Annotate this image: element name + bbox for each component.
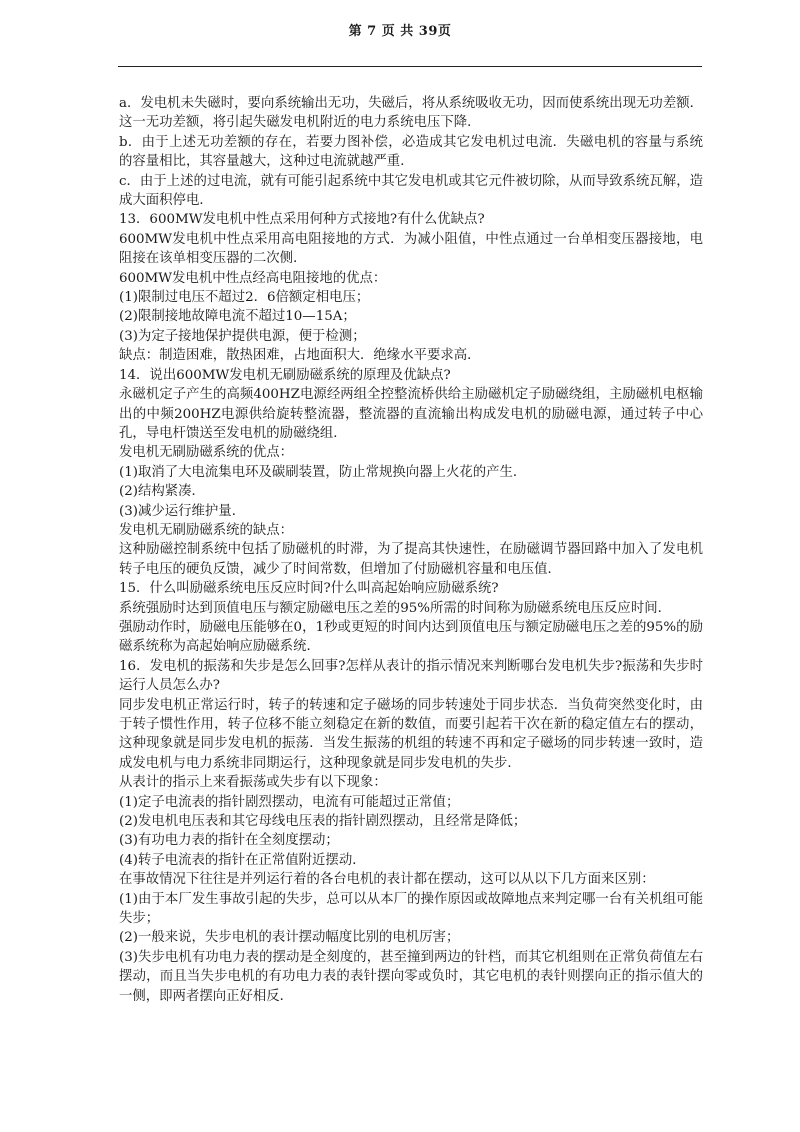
paragraph-response-time: 系统强励时达到顶值电压与额定励磁电压之差的95%所需的时间称为励磁系统电压反应时间．: [119, 600, 671, 616]
list-item: (3)失步电机有功电力表的摆动是全刻度的，甚至撞到两边的针档，而其它机组则在正常负荷值左右摆动，而且当失步电机的有功电力表的表针摆向零或负时，其它电机的表针则摆向正的指示值大的一侧，即两者摆向正好相反．: [119, 949, 703, 1004]
paragraph-brushless-principle: 永磁机定子产生的高频400HZ电源经两组全控整流桥供给主励磁机定子励磁绕组，主励磁机电枢输出的中频200HZ电源供给旋转整流器，整流器的直流输出构成发电机的励磁电源，通过转子中心孔，导电杆馈送至发电机的励磁绕组．: [119, 387, 703, 441]
paragraph-high-initial-response: 强励动作时，励磁电压能够在0，1秒或更短的时间内达到顶值电压与额定励磁电压之差的95%的励磁系统称为高起始响应励磁系统．: [119, 619, 703, 655]
list-item: (1)取消了大电流集电环及碳刷装置，防止常规换向器上火花的产生．: [119, 464, 527, 480]
question-13-heading: 13．600MW发电机中性点采用何种方式接地?有什么优缺点?: [119, 212, 485, 228]
document-body: [119, 94, 703, 1006]
list-item: (2)限制接地故障电流不超过10—15A；: [119, 309, 356, 325]
header-divider: [118, 66, 702, 67]
list-item: (1)定子电流表的指针剧烈摆动，电流有可能超过正常值；: [119, 794, 460, 810]
list-item: (3)为定子接地保护提供电源，便于检测；: [119, 328, 366, 344]
paragraph-grounding-method: 600MW发电机中性点采用高电阻接地的方式．为减小阻值，中性点通过一台单相变压器接地，电阻接在该单相变压器的二次侧．: [119, 231, 703, 267]
list-item: (1)由于本厂发生事故引起的失步，总可以从本厂的操作原因或故障地点来判定哪一台有关机组可能失步；: [119, 891, 703, 927]
list-item: (2)发电机电压表和其它母线电压表的指针剧烈摆动，且经常是降低；: [119, 814, 527, 830]
question-14-heading: 14．说出600MW发电机无刷励磁系统的原理及优缺点?: [119, 367, 451, 383]
paragraph-a-reactive-deficit: a．发电机未失磁时，要向系统输出无功，失磁后，将从系统吸收无功，因而使系统出现无功差额．这一无功差额，将引起失磁发电机附近的电力系统电压下降．: [119, 96, 703, 131]
paragraph-b-overcurrent: b．由于上述无功差额的存在，若要力图补偿，必造成其它发电机过电流．失磁电机的容量与系统的容量相比，其容量越大，这种过电流就越严重．: [119, 134, 703, 170]
list-item: (3)有功电力表的指针在全刻度摆动；: [119, 833, 339, 849]
paragraph-distinguish-intro: 在事故情况下往往是并列运行着的各台电机的表计都在摆动，这可以从以下几方面来区别：: [119, 872, 655, 888]
question-16-heading: 16．发电机的振荡和失步是怎么回事?怎样从表计的指示情况来判断哪台发电机失步?振荡和失步时运行人员怎么办?: [119, 658, 703, 694]
paragraph-brushless-disadvantages: 发电机无刷励磁系统的缺点：: [119, 522, 294, 538]
question-15-heading: 15．什么叫励磁系统电压反应时间?什么叫高起始响应励磁系统?: [119, 581, 499, 597]
list-item: (3)减少运行维护量．: [119, 503, 246, 519]
page-number-header: 第 7 页 共 39页: [348, 24, 452, 39]
paragraph-c-blackout: c．由于上述的过电流，就有可能引起系统中其它发电机或其它元件被切除，从而导致系统瓦解，造成大面积停电．: [119, 173, 703, 209]
paragraph-brushless-advantages: 发电机无刷励磁系统的优点：: [119, 445, 294, 461]
paragraph-meter-phenomena: 从表计的指示上来看振荡或失步有以下现象：: [119, 775, 387, 791]
paragraph-oscillation-explanation: 同步发电机正常运行时，转子的转速和定子磁场的同步转速处于同步状态．当负荷突然变化时，由于转子惯性作用，转子位移不能立刻稳定在新的数值，而要引起若干次在新的稳定值左右的摆动，这种现象就是同步发电机的振荡．当发生振荡的机组的转速不再和定子磁场的同步转速一致时，造成发电机与电力系统非同期运行，这种现象就是同步发电机的失步．: [119, 697, 703, 771]
list-item: (2)一般来说，失步电机的表计摆动幅度比别的电机厉害；: [119, 930, 460, 946]
list-item: (4)转子电流表的指针在正常值附近摆动．: [119, 852, 366, 868]
paragraph-brushless-disadvantage-detail: 这种励磁控制系统中包括了励磁机的时滞，为了提高其快速性，在励磁调节器回路中加入了发电机转子电压的硬负反馈，减少了时间常数，但增加了付励磁机容量和电压值．: [119, 542, 703, 577]
list-item: (2)结构紧凑．: [119, 484, 205, 500]
list-item: (1)限制过电压不超过2．6倍额定相电压；: [119, 290, 370, 306]
paragraph-grounding-disadvantages: 缺点：制造困难，散热困难，占地面积大．绝缘水平要求高．: [119, 348, 481, 364]
paragraph-grounding-advantages: 600MW发电机中性点经高电阻接地的优点：: [119, 270, 387, 286]
